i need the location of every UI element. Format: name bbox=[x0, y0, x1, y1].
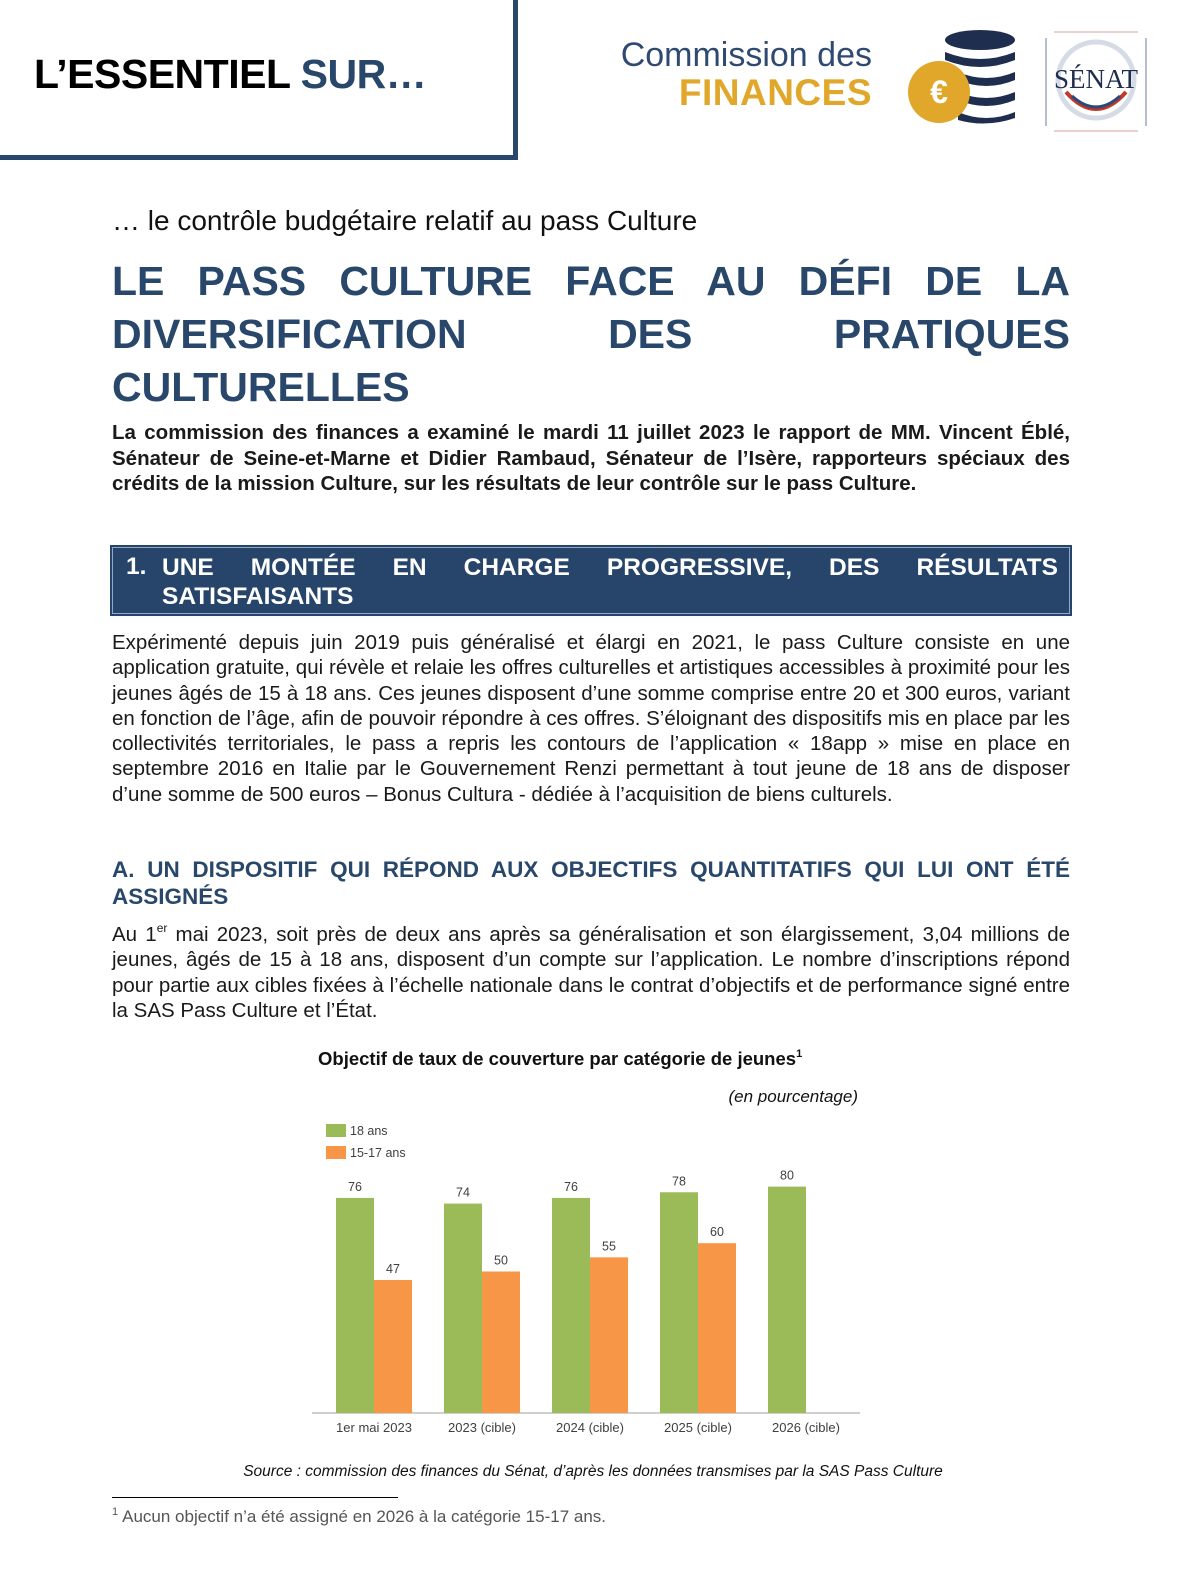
x-tick-label: 2023 (cible) bbox=[448, 1420, 516, 1435]
bar bbox=[698, 1243, 736, 1413]
coin-symbol: € bbox=[930, 74, 948, 110]
bar-chart bbox=[300, 1110, 870, 1440]
coin-stack-icon bbox=[906, 28, 1018, 126]
data-label: 74 bbox=[456, 1185, 470, 1200]
footnote-number: 1 bbox=[112, 1506, 119, 1518]
page-title bbox=[112, 255, 1070, 414]
senat-logo-text: SÉNAT bbox=[1053, 64, 1139, 94]
data-label: 76 bbox=[564, 1179, 578, 1194]
title-line-1: LE PASS CULTURE FACE AU DÉFI DE LA bbox=[112, 258, 1070, 304]
footnote bbox=[112, 1507, 606, 1527]
bar bbox=[482, 1272, 520, 1414]
data-label: 80 bbox=[780, 1168, 794, 1183]
legend-label: 15-17 ans bbox=[350, 1146, 406, 1160]
brand-title bbox=[34, 51, 427, 97]
body-paragraph-1: Expérimenté depuis juin 2019 puis généralisé et élargi en 2021, le pass Culture consiste en une application gratuite, qui révèle et relaie les offres culturelles et artistiques accessibles à proximité pour les jeunes âgés de 15 à 18 ans. Ces jeunes disposent d’une somme comprise entre 20 et 300 euros, variant en fonction de l’âge, afin de pouvoir répondre à ces offres. S’éloignant des dispositifs mis en place par les collectivités territoriales, le pass a repris les contours de l’application « 18app » mise en place en septembre 2016 en Italie par le Gouvernement Renzi permettant à tout jeune de 18 ans de disposer d’une somme de 500 euros – Bonus Cultura - dédiée à l’acquisition de biens culturels. bbox=[112, 631, 1071, 806]
footnote-text: Aucun objectif n’a été assigné en 2026 à la catégorie 15-17 ans. bbox=[122, 1507, 607, 1526]
header-box bbox=[0, 0, 518, 160]
subsection-heading-a: A. UN DISPOSITIF QUI RÉPOND AUX OBJECTIFS QUANTITATIFS QUI LUI ONT ÉTÉ ASSIGNÉS bbox=[112, 857, 1070, 909]
bar bbox=[336, 1198, 374, 1413]
senat-logo bbox=[1044, 30, 1148, 134]
data-label: 50 bbox=[494, 1253, 508, 1268]
footnote-rule bbox=[112, 1497, 398, 1498]
commission-line2: FINANCES bbox=[678, 71, 872, 113]
title-line-3: CULTURELLES bbox=[112, 364, 410, 410]
data-label: 78 bbox=[672, 1174, 686, 1189]
footnote-ref: 1 bbox=[796, 1048, 803, 1060]
bar bbox=[374, 1280, 412, 1413]
section-title: UNE MONTÉE EN CHARGE PROGRESSIVE, DES RÉSULTATS SATISFAISANTS bbox=[162, 554, 1058, 610]
x-tick-label: 2026 (cible) bbox=[772, 1420, 840, 1435]
legend-swatch bbox=[326, 1146, 346, 1159]
legend-label: 18 ans bbox=[350, 1124, 388, 1138]
body-paragraph-2 bbox=[112, 922, 1070, 1023]
commission-line1: Commission des bbox=[620, 36, 872, 74]
bar bbox=[590, 1257, 628, 1413]
brand-part2: SUR… bbox=[300, 51, 427, 97]
commission-logo-text bbox=[621, 38, 872, 113]
x-tick-label: 1er mai 2023 bbox=[336, 1420, 412, 1435]
bar bbox=[444, 1204, 482, 1413]
page-subtitle: … le contrôle budgétaire relatif au pass Culture bbox=[112, 205, 698, 236]
data-label: 55 bbox=[602, 1239, 616, 1254]
para2-rest: mai 2023, soit près de deux ans après sa généralisation et son élargissement, 3,04 millions de jeunes, âgés de 15 à 18 ans, disposent d’un compte sur l’application. Le nombre d’inscriptions répond pour partie aux cibles fixées à l’échelle nationale dans le contrat d’objectifs et de performance signé entre la SAS Pass Culture et l’État. bbox=[112, 923, 1071, 1022]
bar bbox=[768, 1187, 806, 1413]
brand-part1: L’ESSENTIEL bbox=[34, 51, 290, 97]
chart-title bbox=[318, 1048, 802, 1070]
bar bbox=[552, 1198, 590, 1413]
section-heading-1 bbox=[110, 545, 1072, 616]
chart-title-text: Objectif de taux de couverture par catégorie de jeunes bbox=[318, 1048, 797, 1069]
chart-source: Source : commission des finances du Sénat, d’après les données transmises par la SAS Pass Culture bbox=[243, 1463, 943, 1480]
chart-unit: (en pourcentage) bbox=[728, 1087, 858, 1106]
legend-swatch bbox=[326, 1124, 346, 1137]
x-tick-label: 2025 (cible) bbox=[664, 1420, 732, 1435]
section-number: 1. bbox=[126, 553, 147, 580]
data-label: 47 bbox=[386, 1261, 400, 1276]
bar bbox=[660, 1192, 698, 1413]
data-label: 60 bbox=[710, 1225, 724, 1240]
para2-superscript: er bbox=[156, 921, 168, 935]
intro-paragraph: La commission des finances a examiné le mardi 11 juillet 2023 le rapport de MM. Vincent Éblé, Sénateur de Seine-et-Marne et Didier Rambaud, Sénateur de l’Isère, rapporteurs spéciaux des crédits de la mission Culture, sur les résultats de leur contrôle sur le pass Culture. bbox=[112, 421, 1070, 495]
title-line-2: DIVERSIFICATION DES PRATIQUES bbox=[112, 311, 1070, 357]
data-label: 76 bbox=[348, 1179, 362, 1194]
x-tick-label: 2024 (cible) bbox=[556, 1420, 624, 1435]
para2-prefix: Au 1 bbox=[112, 923, 157, 946]
